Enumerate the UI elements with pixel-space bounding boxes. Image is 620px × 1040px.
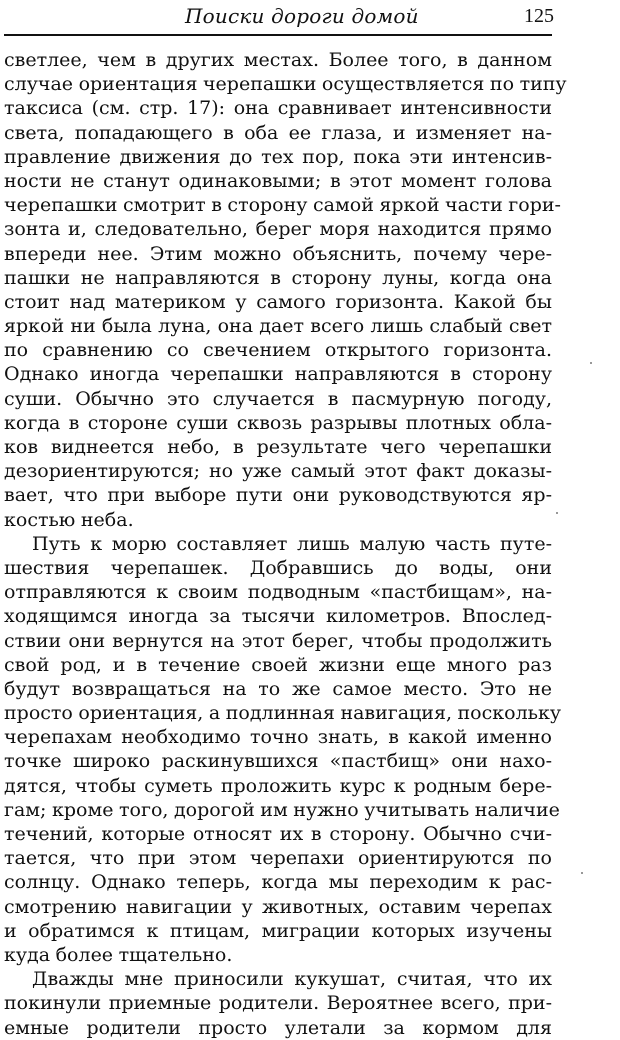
text-line: яркой ни была луна, она дает всего лишь слабый свет [4, 315, 552, 338]
paragraph [4, 532, 562, 967]
text-line: света, попадающего в оба ее глаза, и изменяет на- [4, 121, 552, 144]
text-line: стоит над материком у самого горизонта. Какой бы [4, 290, 552, 313]
text-line: случае ориентация черепашки осуществляется по типу [4, 73, 567, 96]
text-line: просто ориентация, а подлинная навигация, поскольку [4, 702, 562, 725]
text-line: тается, что при этом черепахи ориентируются по [4, 847, 552, 870]
text-line: светлее, чем в других местах. Более того, в данном [4, 49, 552, 71]
text-line: по сравнению со свечением открытого горизонта. [4, 339, 552, 362]
text-line: впереди нее. Этим можно объяснить, почему чере- [4, 242, 552, 265]
text-line: и обратимся к птицам, миграции которых изучены [4, 919, 552, 942]
header-rule [4, 34, 552, 36]
text-line: свой род, и в течение своей жизни еще много раз [4, 653, 552, 676]
text-line: правление движения до тех пор, пока эти интенсив- [4, 145, 552, 168]
text-line: смотрению навигации у животных, оставим черепах [4, 895, 552, 918]
paper-speck [581, 872, 583, 874]
text-line: дезориентируются; но уже самый этот факт доказы- [4, 460, 552, 483]
text-line: костью неба. [4, 508, 134, 531]
text-line: будут возвращаться на то же самое место. Это не [4, 677, 552, 700]
text-line: ствии они вернутся на этот берег, чтобы продолжить [4, 629, 552, 652]
text-line: Однако иногда черепашки направляются в сторону [4, 363, 552, 386]
text-line: дятся, чтобы суметь проложить курс к родным бере- [4, 774, 552, 797]
text-line: солнцу. Однако теперь, когда мы переходим к рас- [4, 871, 552, 894]
text-line: таксиса (см. стр. 17): она сравнивает интенсивности [4, 97, 552, 120]
running-title: Поиски дороги домой [185, 4, 419, 28]
text-line: когда в стороне суши сквозь разрывы плотных обла- [4, 411, 552, 434]
text-line: зонта и, следовательно, берег моря находится прямо [4, 218, 552, 241]
paper-speck [590, 362, 592, 364]
paragraph [4, 48, 567, 532]
text-line: шествия черепашек. Добравшись до воды, они [4, 556, 552, 579]
text-line: отправляются к своим подводным «пастбищам», на- [4, 581, 552, 604]
text-line: вает, что при выборе пути они руководствуются яр- [4, 484, 552, 507]
text-line: пашки не направляются в сторону луны, когда она [4, 266, 552, 289]
text-line: покинули приемные родители. Вероятнее всего, при- [4, 992, 552, 1015]
paper-speck [556, 512, 558, 514]
text-line: черепашки смотрит в сторону самой яркой части гори- [4, 194, 561, 217]
text-line: емные родители просто улетали за кормом для [4, 1016, 552, 1039]
text-line: Дважды мне приносили кукушат, считая, что их [32, 968, 552, 991]
body-text [4, 48, 567, 1040]
text-line: черепахам необходимо точно знать, в какой именно [4, 726, 552, 749]
page-header [0, 0, 620, 38]
text-line: Путь к морю составляет лишь малую часть путе- [32, 532, 552, 555]
page-number: 125 [524, 5, 554, 27]
text-line: ков виднеется небо, в результате чего черепашки [4, 436, 552, 458]
text-line: гам; кроме того, дорогой им нужно учитывать наличие [4, 798, 560, 821]
text-line: суши. Обычно это случается в пасмурную погоду, [4, 387, 552, 410]
text-line: ходящимся иногда за тысячи километров. Впослед- [4, 605, 552, 628]
text-line: куда более тщательно. [4, 943, 233, 966]
text-line: течений, которые относят их в сторону. Обычно счи- [4, 823, 552, 845]
paragraph [4, 967, 552, 1040]
text-line: точке широко раскинувшихся «пастбищ» они нахо- [4, 750, 552, 773]
text-line: ности не станут одинаковыми; в этот момент голова [4, 169, 552, 192]
